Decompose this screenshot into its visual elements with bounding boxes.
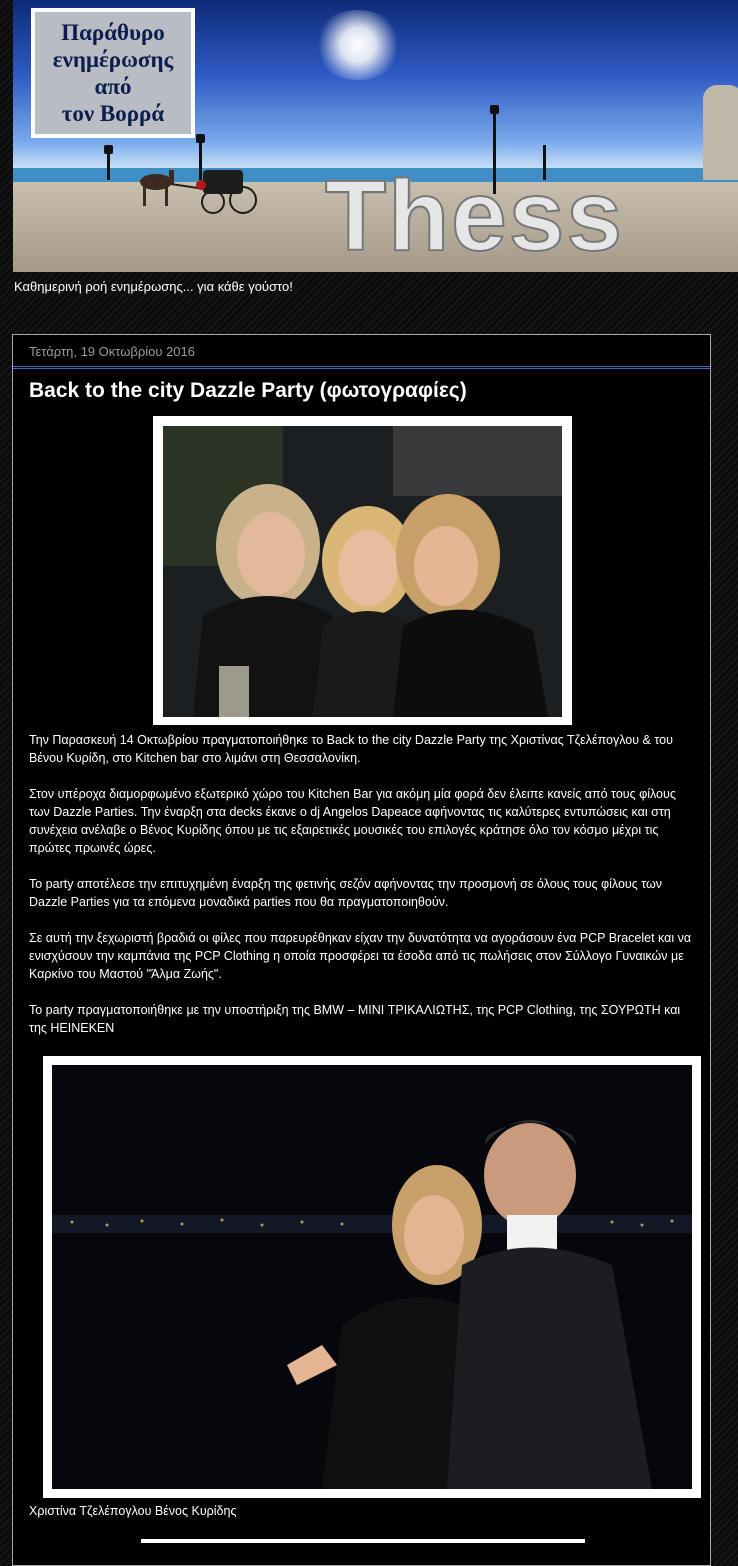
- photo-illustration: [163, 426, 562, 717]
- site-tagline: Καθημερινή ροή ενημέρωσης... για κάθε γούστο!: [14, 279, 293, 294]
- post-paragraph: Το party αποτέλεσε την επιτυχημένη έναρξη της φετινής σεζόν αφήνοντας την προσμονή σε όλους τους φίλους των Dazzle Parties για τα επόμενα μοναδικά parties που θα πραγματοποιηθούν.: [29, 877, 663, 909]
- sun-glare: [313, 10, 403, 80]
- logo-line: από: [94, 74, 132, 99]
- post-paragraph: Σε αυτή την ξεχωριστή βραδιά οι φίλες που παρευρέθηκαν είχαν την δυνατότητα να αγοράσουν ένα PCP Bracelet και να ενισχύσουν την καμπάνια της PCP Clothing η οποία προσφέρει τα έσοδα από τις πωλήσεις στον Σύλλογο Γυναικών με Καρκίνο του Μαστού "Άλμα Ζωής".: [29, 931, 692, 981]
- logo-text: [53, 19, 173, 127]
- photo-frame: [43, 1056, 701, 1498]
- banner-word: Thess: [325, 160, 625, 272]
- logo-line: ενημέρωσης: [52, 47, 174, 72]
- lamp-head: [490, 105, 499, 114]
- date-header: [13, 335, 710, 369]
- next-photo-frame-edge: [141, 1539, 585, 1543]
- post-date: Τετάρτη, 19 Οκτωβρίου 2016: [29, 344, 195, 359]
- header-banner[interactable]: [13, 0, 738, 272]
- post-title[interactable]: Back to the city Dazzle Party (φωτογραφίες): [29, 379, 467, 402]
- horse-carriage-image: [131, 160, 271, 215]
- photo-frame: [153, 416, 572, 725]
- post-paragraph: Το party πραγματοποιήθηκε με την υποστήριξη της BMW – MINI ΤΡΙΚΑΛΙΩΤΗΣ, της PCP Clothing, της ΣΟΥΡΩΤΗ και της HEINEKEN: [29, 1003, 681, 1035]
- white-tower-image: [703, 85, 738, 180]
- logo-line: τον Βορρά: [61, 101, 165, 126]
- lamp-head: [196, 134, 205, 143]
- post-paragraph: Στον υπέροχα διαμορφωμένο εξωτερικό χώρο του Kitchen Bar για ακόμη μία φορά δεν έλειπε κανείς από τους φίλους των Dazzle Parties. Την έναρξη στα decks έκανε ο dj Angelos Dapeace αφήνοντας τις καλύτερες εντυπώσεις και στη συνέχεια ανέλαβε ο Βένος Κυρίδης όπου με τις εξαιρετικές μουσικές του επιλογές κράτησε όλο τον κόσμο μέχρι τις πρώτες πρωινές ώρες.: [29, 787, 676, 855]
- post-paragraph: Την Παρασκευή 14 Οκτωβρίου πραγματοποιήθηκε το Back to the city Dazzle Party της Χριστίνας Τζελέπογλου & του Βένου Κυρίδη, στο Kitchen bar στο λιμάνι στη Θεσσαλονίκη.: [29, 733, 673, 765]
- lamp-head: [104, 145, 113, 154]
- photo-caption: Χριστίνα Τζελέπογλου Βένος Κυρίδης: [29, 1504, 237, 1518]
- blog-post: [12, 334, 711, 1566]
- party-photo-three-women[interactable]: [163, 426, 562, 717]
- site-logo[interactable]: [31, 8, 195, 138]
- party-photo-couple[interactable]: [52, 1065, 692, 1489]
- logo-line: Παράθυρο: [61, 20, 165, 45]
- lamp-post: [107, 150, 110, 180]
- photo-illustration: [52, 1065, 692, 1489]
